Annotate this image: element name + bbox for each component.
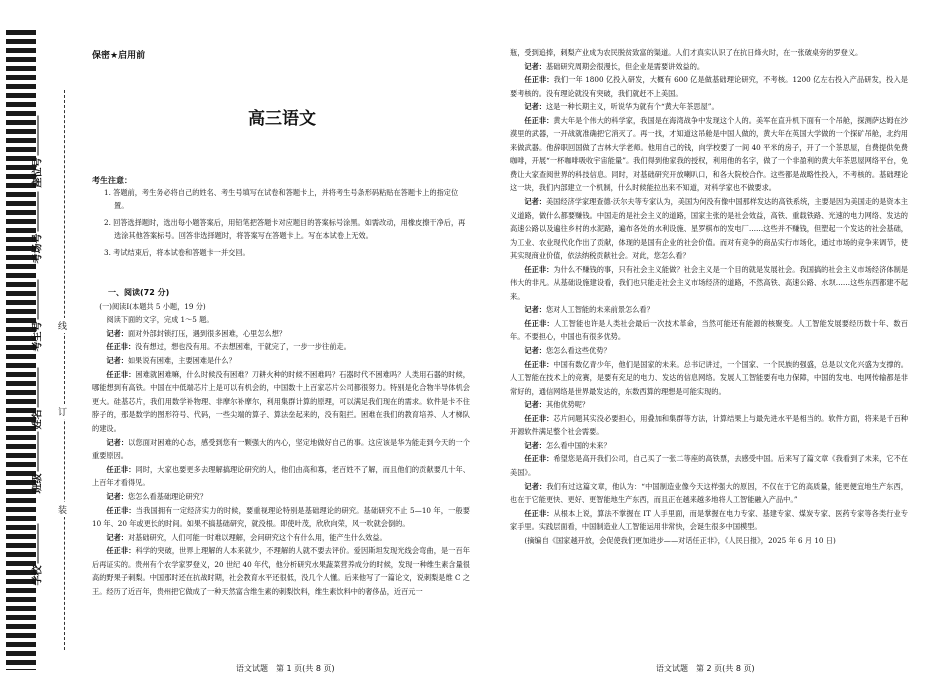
dialogue-paragraph — [510, 73, 908, 100]
speech-text: 芯片问题其实没必要担心，用叠加和集群等方法，计算结果上与最先进水平是相当的。软件方面，将来是千百种开源软件满足整个社会需要。 — [510, 413, 908, 437]
dialogue-paragraph — [510, 480, 908, 507]
speech-text: 人工智能也许是人类社会最后一次技术革命，当然可能还有能源的核聚变。人工智能发展要经历数十年、数百年。不要担心，中国也有很多优势。 — [510, 318, 908, 342]
speech-text: 科学的突破，世界上理解的人本来就少，不理解的人就不要去评价。爱因斯坦发现光线会弯曲，是一百年后再证实的。贵州有个农学家罗登义，20 世纪 40 年代，他分析研究水果蔬菜营养成分的时候，发现一种维生素含量很高的野果子刺梨。中国那时还在抗战时期，社会教育水平还很低，没几个人懂。后来他写了一篇论文，说刺梨是维 C 之王。经历了近百年，贵州把它做成了一种天然富含维生素的刺梨饮料，维生素饮料中的奢侈品，近百元一 — [92, 546, 470, 597]
cut-word-xian: 线 — [58, 318, 67, 333]
speaker-label: 记者： — [106, 355, 128, 365]
instruction: 阅读下面的文字，完成 1～5 题。 — [106, 315, 214, 325]
cut-word-zhuang: 装 — [58, 502, 67, 517]
dialogue-paragraph — [92, 436, 470, 463]
speaker-label: 任正非： — [524, 359, 554, 369]
dialogue-page2 — [510, 46, 908, 534]
page1-footer: 语文试题 第 1 页(共 8 页) — [236, 664, 335, 673]
dialogue-paragraph — [510, 412, 908, 439]
field-class: 班级 — [29, 458, 44, 494]
dialogue-paragraph — [510, 100, 908, 114]
confidential-label: 保密★启用前 — [92, 51, 146, 61]
dialogue-page1 — [92, 327, 470, 599]
speech-text: 从根本上说，算法不掌握在 IT 人手里面，而是掌握在电力专家、基建专家、煤炭专家、医药专家等各类行业专家手里。实践层面看，中国制造业人工智能运用非常快，会诞生很多中国模型。 — [510, 508, 908, 532]
speech-text: 基础研究周期会很漫长，但企业是需要讲效益的。 — [545, 61, 705, 71]
dialogue-paragraph — [510, 358, 908, 399]
notice-list — [104, 186, 470, 262]
cut-line — [64, 90, 65, 650]
speaker-label: 任正非： — [524, 318, 554, 328]
cut-word-ding: 订 — [58, 404, 67, 419]
speaker-label: 任正非： — [524, 264, 554, 274]
speaker-label: 任正非： — [524, 75, 554, 85]
speaker-label: 记者： — [524, 197, 546, 207]
speech-text: 您对人工智能的未来前景怎么看？ — [545, 305, 654, 315]
speech-text: 我们有过这篇文章，他认为：“中国制造业像今天这样强大的原因，不仅在于它的高质量，能更便宜地生产东西，也在于它能更快、更好、更智能地生产东西，而且正在越来越多地将人工智能融入产品中。” — [510, 481, 908, 505]
dialogue-paragraph — [510, 452, 908, 479]
dialogue-paragraph — [510, 195, 908, 263]
speaker-label: 任正非： — [524, 454, 554, 464]
speaker-label: 记者： — [106, 491, 128, 501]
speech-text: 如果说有困难，主要困难是什么？ — [127, 355, 236, 365]
speech-text: 以您面对困难的心态，感受到您有一颗强大的内心，坚定地做好自己的事。这应该是华为能走到今天的一个重要原因。 — [92, 437, 470, 461]
source-citation: (摘编自《国家越开放，会促使我们更加进步——对话任正非》，《人民日报》，2025 年 6 月 10 日) — [524, 535, 836, 545]
field-exam-room: 考场号 — [29, 228, 44, 264]
speaker-label: 记者： — [524, 346, 546, 356]
speaker-label: 记者： — [106, 437, 129, 447]
dialogue-paragraph — [92, 368, 470, 436]
speaker-label: 任正非： — [106, 369, 136, 379]
speaker-label: 记者： — [524, 102, 546, 112]
dialogue-paragraph — [92, 544, 470, 598]
speaker-label: 任正非： — [106, 342, 136, 352]
speech-text: 面对外部封锁打压，遇到很多困难，心里怎么想？ — [127, 328, 287, 338]
field-school: 学校 — [29, 550, 44, 586]
notice-heading: 考生注意： — [92, 176, 132, 185]
dialogue-paragraph — [92, 354, 470, 368]
dialogue-paragraph — [510, 398, 908, 412]
speech-text: 怎么看中国的未来？ — [545, 440, 611, 450]
dialogue-paragraph — [92, 504, 470, 531]
speech-text: 瓶，受到追捧，刺梨产业成为农民脱贫致富的渠道。人们才真实认识了在抗日烽火时，在一张破桌旁的罗登义。 — [510, 48, 863, 57]
notice-item: 3. 考试结束后，将本试卷和答题卡一并交回。 — [104, 247, 250, 257]
section-heading: 一、阅读(72 分) — [108, 288, 170, 297]
speech-text: 希望您是高开我们公司，自己买了一张二等座的高铁票，去感受中国。后来写了篇文章《我看到了未来，它不在美国》。 — [510, 454, 908, 477]
speech-text: 当我国拥有一定经济实力的时候，要重视理论特别是基础理论的研究。基础研究不止 5—10 年，一般要 10 年、20 年或更长的时间。如果不搞基础研究，就没根。即使叶茂，欣欣向荣，风一吹就会倒的。 — [92, 505, 470, 529]
dialogue-paragraph — [510, 317, 908, 344]
dialogue-paragraph — [510, 263, 908, 304]
speaker-label: 记者： — [524, 481, 547, 491]
notice-item: 2. 回答选择题时，选出每小题答案后，用铅笔把答题卡对应题目的答案标号涂黑。如需改动，用橡皮擦干净后，再选涂其他答案标号。回答非选择题时，将答案写在答题卡上。写在本试卷上无效。 — [104, 217, 466, 241]
speaker-label: 记者： — [106, 328, 128, 338]
speech-text: 我们一年 1800 亿投入研发，大概有 600 亿是做基础理论研究，不考核。1200 亿左右投入产品研发，投入是要考核的。没有理论就没有突破，我们就赶不上美国。 — [510, 75, 908, 98]
speaker-label: 任正非： — [106, 505, 136, 515]
field-seat-number: 座位号 — [29, 152, 44, 188]
speaker-label: 记者： — [524, 440, 546, 450]
dialogue-paragraph — [92, 490, 470, 504]
speech-text: 中国有数亿青少年，他们是国家的未来。总书记讲过，一个国家、一个民族的强盛，总是以文化兴盛为支撑的。人工智能在技术上的竞赛，是要有充足的电力、发达的信息网络。发展人工智能要有电力保障，中国的发电、电网传输都是非常好的，通信网络是世界最发达的，东数西算的理想是可能实现的。 — [510, 359, 908, 396]
field-student-number: 考生号 — [29, 316, 44, 352]
speech-text: 对基础研究，人们可能一时难以理解，会问研究这个有什么用，能产生什么效益。 — [127, 532, 387, 542]
dialogue-paragraph — [510, 303, 908, 317]
speech-text: 没有想过，想也没有用。不去想困难，干就完了，一步一步往前走。 — [135, 342, 351, 352]
page2-footer: 语文试题 第 2 页(共 8 页) — [656, 664, 755, 673]
speaker-label: 任正非： — [106, 464, 136, 474]
speech-text: 为什么不赚钱的事，只有社会主义能做？社会主义是一个目的就是发展社会。我国搞的社会主义市场经济体制是伟大的非凡。从基础设施建设看，我们也只能走社会主义市场经济的道路，不然高铁、高速公路、水坝……这些东西都建不起来。 — [510, 264, 908, 301]
dialogue-paragraph — [510, 344, 908, 358]
speech-text: 您怎么看这些优势？ — [545, 346, 611, 356]
subsection-heading: (一)阅读Ⅰ(本题共 5 小题，19 分) — [99, 301, 206, 311]
speech-text: 美国经济学家理查德·沃尔夫等专家认为，美国为何没有像中国那样发达的高铁系统，主要是因为美国走的是资本主义道路，做什么都要赚钱。中国走的是社会主义的道路，国家主张的是社会效益，高铁、重载铁路、光速的电力网络、发达的高速公路以及遍往乡村的水泥路，遍布各处的水利设施、星罗棋布的发电厂……这些并不赚钱，但塑起一个发达的社会基础，为工业、农业现代化作出了贡献，体现的是国有企业的社会价值。而对有竞争的商品实行市场化，通过市场的竞争来调节，使其实现商业价值，依法纳税贡献社会。对此，您怎么看？ — [510, 197, 908, 261]
exam-title: 高三语文 — [248, 109, 316, 129]
speaker-label: 记者： — [106, 532, 128, 542]
notice-item: 1. 答题前，考生务必将自己的姓名、考生号填写在试卷和答题卡上，并将考生号条形码粘贴在答题卡上的指定位置。 — [104, 188, 459, 211]
speaker-label: 任正非： — [524, 508, 554, 518]
dialogue-paragraph — [510, 439, 908, 453]
field-name: 姓名 — [29, 394, 44, 430]
speaker-label: 任正非： — [524, 413, 554, 423]
speech-text: 困难就困难嘛，什么时候没有困难？刀耕火种的时候不困难吗？石器时代不困难吗？人类用石器的时候，哪能想到有高铁。中国在中低端芯片上是可以有机会的，中国数十上百家芯片公司都很努力。特别是化合物半导体机会更大。硅基芯片，我们用数学补物理、非摩尔补摩尔，利用集群计算的原理，可以满足我们现在的需求。软件是卡不住脖子的，那是数学的图形符号、代码，一些尖端的算子、算法垒起来的，没有阻拦。困难在我们的教育培养、人才梯队的建设。 — [92, 369, 470, 433]
speaker-label: 任正非： — [524, 115, 554, 125]
dialogue-paragraph — [92, 340, 470, 354]
speaker-label: 记者： — [524, 305, 546, 315]
dialogue-paragraph — [92, 327, 470, 341]
speech-text: 黄大年是个伟大的科学家，我国是在海湾战争中发现这个人的。美军在直升机下面有一个吊舱，探测萨达姆在沙漠里的武器，一开战就准确把它消灭了。再一找，才知道这吊舱是中国人做的，黄大年在英国大学做的一个探矿吊舱，北约用来做武器。他辞职回国做了吉林大学老师。他用自己的钱，向学校要了一间 40 平米的房子，开了一个茶思屋，自费提供免费咖啡，开展“一杯咖啡吸收宇宙能量”。我们得到他家我的授权，利用他的名字，做了一个非盈利的黄大年茶思屋网络平台，免费让大家查阅世界的科技信息。同时，对基础研究开放喇叭口，和各大院校合作。这些都是战略性投入，不考核的。基础理论这一块，我们内部建立一个机制，什么时候能拉出来不知道，对科学家也不做要求。 — [510, 115, 908, 193]
speaker-label: 记者： — [524, 400, 546, 410]
speech-text: 其他优势呢？ — [545, 400, 590, 410]
speaker-label: 记者： — [524, 61, 546, 71]
binding-margin — [0, 0, 80, 688]
speaker-label: 任正非： — [106, 546, 136, 556]
dialogue-paragraph — [92, 531, 470, 545]
page2-body — [510, 46, 908, 547]
dialogue-paragraph — [92, 463, 470, 490]
page1-body — [92, 286, 470, 599]
dialogue-paragraph — [510, 114, 908, 195]
speech-text: 同时，大家也要更多去理解搞理论研究的人，他们由高和寡，老百姓不了解，而且他们的贡献要几十年、上百年才看得见。 — [92, 464, 470, 488]
speech-text: 这是一种长期主义，听说华为就有个“黄大年茶思屋”。 — [545, 102, 719, 112]
speech-text: 您怎么看基础理论研究？ — [127, 491, 208, 501]
dialogue-paragraph — [510, 46, 908, 60]
dialogue-paragraph — [510, 60, 908, 74]
dialogue-paragraph — [510, 507, 908, 534]
